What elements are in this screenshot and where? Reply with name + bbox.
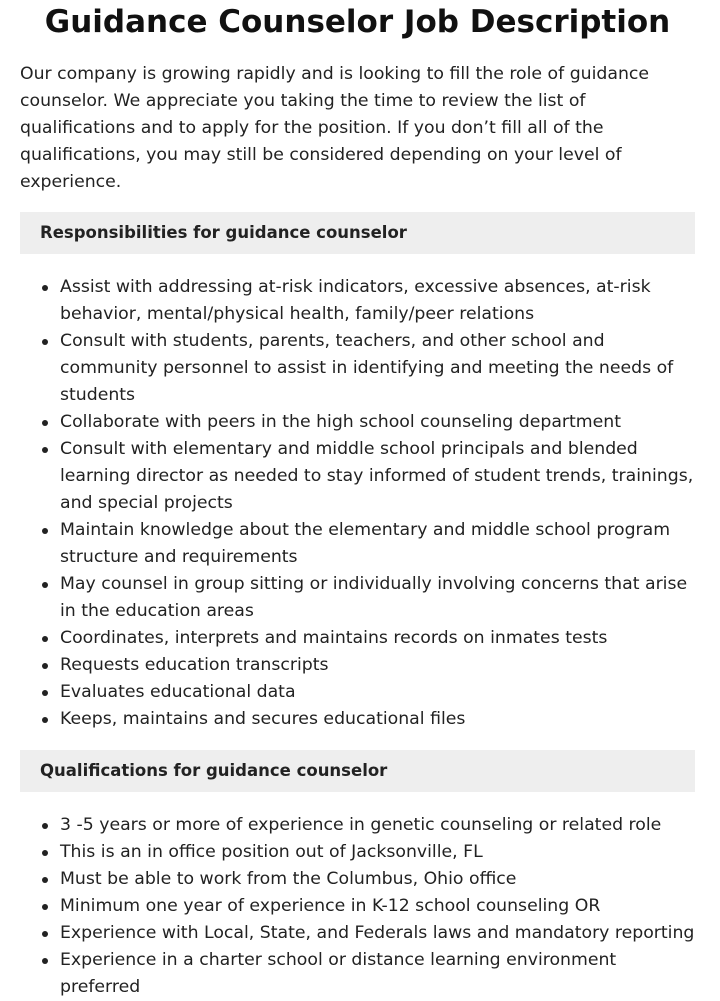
qualifications-heading: Qualifications for guidance counselor [20, 750, 695, 792]
list-item: Experience with Local, State, and Federals laws and mandatory reporting [60, 920, 695, 947]
list-item: Consult with students, parents, teachers, and other school and community personnel to assist in identifying and meeting the needs of students [60, 328, 695, 409]
list-item: This is an in office position out of Jacksonville, FL [60, 839, 695, 866]
list-item: May counsel in group sitting or individually involving concerns that arise in the education areas [60, 571, 695, 625]
list-item: Assist with addressing at-risk indicators, excessive absences, at-risk behavior, mental/physical health, family/peer relations [60, 274, 695, 328]
list-item: Consult with elementary and middle school principals and blended learning director as needed to stay informed of student trends, trainings, and special projects [60, 436, 695, 517]
list-item: Requests education transcripts [60, 652, 695, 679]
list-item: Collaborate with peers in the high school counseling department [60, 409, 695, 436]
responsibilities-heading: Responsibilities for guidance counselor [20, 212, 695, 254]
page-title: Guidance Counselor Job Description [44, 4, 671, 40]
list-item: Maintain knowledge about the elementary and middle school program structure and requirements [60, 517, 695, 571]
responsibilities-list [20, 274, 695, 733]
list-item: Evaluates educational data [60, 679, 695, 706]
intro-paragraph: Our company is growing rapidly and is looking to fill the role of guidance counselor. We appreciate you taking the time to review the list of qualifications and to apply for the position. If you don’t fill all of the qualifications, you may still be considered depending on your level of experience. [20, 64, 650, 192]
list-item: Keeps, maintains and secures educational files [60, 706, 695, 733]
list-item: Experience in a charter school or distance learning environment preferred [60, 947, 695, 1001]
list-item: Coordinates, interprets and maintains records on inmates tests [60, 625, 695, 652]
qualifications-list [20, 812, 695, 1001]
list-item: Minimum one year of experience in K-12 school counseling OR [60, 893, 695, 920]
list-item: Must be able to work from the Columbus, Ohio office [60, 866, 695, 893]
list-item: 3 -5 years or more of experience in genetic counseling or related role [60, 812, 695, 839]
